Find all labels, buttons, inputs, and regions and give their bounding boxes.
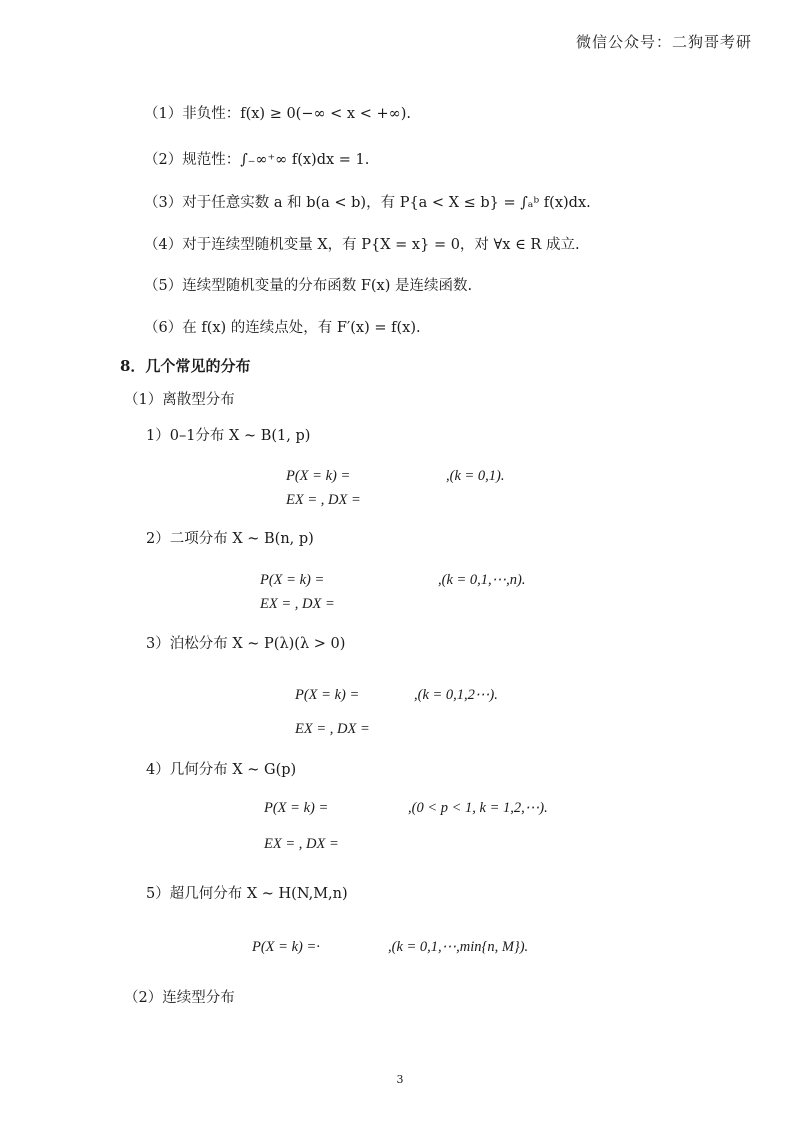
property-point-probability: （4）对于连续型随机变量 X，有 P{X = x} = 0，对 ∀x ∈ R 成立. [144, 237, 580, 253]
moments-binomial: EX = , DX = [260, 596, 335, 612]
discrete-title: （1）离散型分布 [124, 392, 235, 408]
pmf-rhs-bernoulli: ,(k = 0,1). [446, 468, 505, 484]
property-nonnegativity: （1）非负性：f(x) ≥ 0(−∞ < x < +∞). [144, 106, 411, 122]
dist-title-bernoulli: 1）0–1分布 X ~ B(1, p) [146, 428, 311, 444]
continuous-title: （2）连续型分布 [124, 990, 235, 1006]
pmf-rhs-hypergeometric: ,(k = 0,1,⋯,min{n, M}). [388, 939, 529, 955]
moments-poisson: EX = , DX = [295, 721, 370, 737]
property-derivative: （6）在 f(x) 的连续点处，有 F′(x) = f(x). [144, 320, 421, 336]
watermark-header: 微信公众号：二狗哥考研 [575, 33, 752, 51]
dist-title-binomial: 2）二项分布 X ~ B(n, p) [146, 531, 314, 547]
pmf-rhs-geometric: ,(0 < p < 1, k = 1,2,⋯). [408, 800, 548, 816]
dist-title-poisson: 3）泊松分布 X ~ P(λ)(λ > 0) [146, 636, 346, 652]
pmf-lhs-hypergeometric: P(X = k) =· [252, 939, 320, 955]
pmf-lhs-poisson: P(X = k) = [295, 687, 360, 703]
dist-title-geometric: 4）几何分布 X ~ G(p) [146, 762, 297, 778]
pmf-rhs-binomial: ,(k = 0,1,⋯,n). [438, 572, 526, 588]
pmf-lhs-bernoulli: P(X = k) = [286, 468, 351, 484]
pmf-lhs-geometric: P(X = k) = [264, 800, 329, 816]
property-normalization: （2）规范性：∫₋∞⁺∞ f(x)dx = 1. [144, 152, 370, 168]
moments-geometric: EX = , DX = [264, 836, 339, 852]
page-number: 3 [396, 1073, 404, 1086]
section-title: 8．几个常见的分布 [120, 357, 251, 375]
property-interval-probability: （3）对于任意实数 a 和 b(a < b)，有 P{a < X ≤ b} = ∫ₐᵇ f(x)dx. [144, 195, 591, 211]
pmf-rhs-poisson: ,(k = 0,1,2⋯). [414, 687, 498, 703]
dist-title-hypergeometric: 5）超几何分布 X ~ H(N,M,n) [146, 886, 348, 902]
moments-bernoulli: EX = , DX = [286, 492, 361, 508]
property-continuity: （5）连续型随机变量的分布函数 F(x) 是连续函数. [144, 278, 473, 294]
pmf-lhs-binomial: P(X = k) = [260, 572, 325, 588]
